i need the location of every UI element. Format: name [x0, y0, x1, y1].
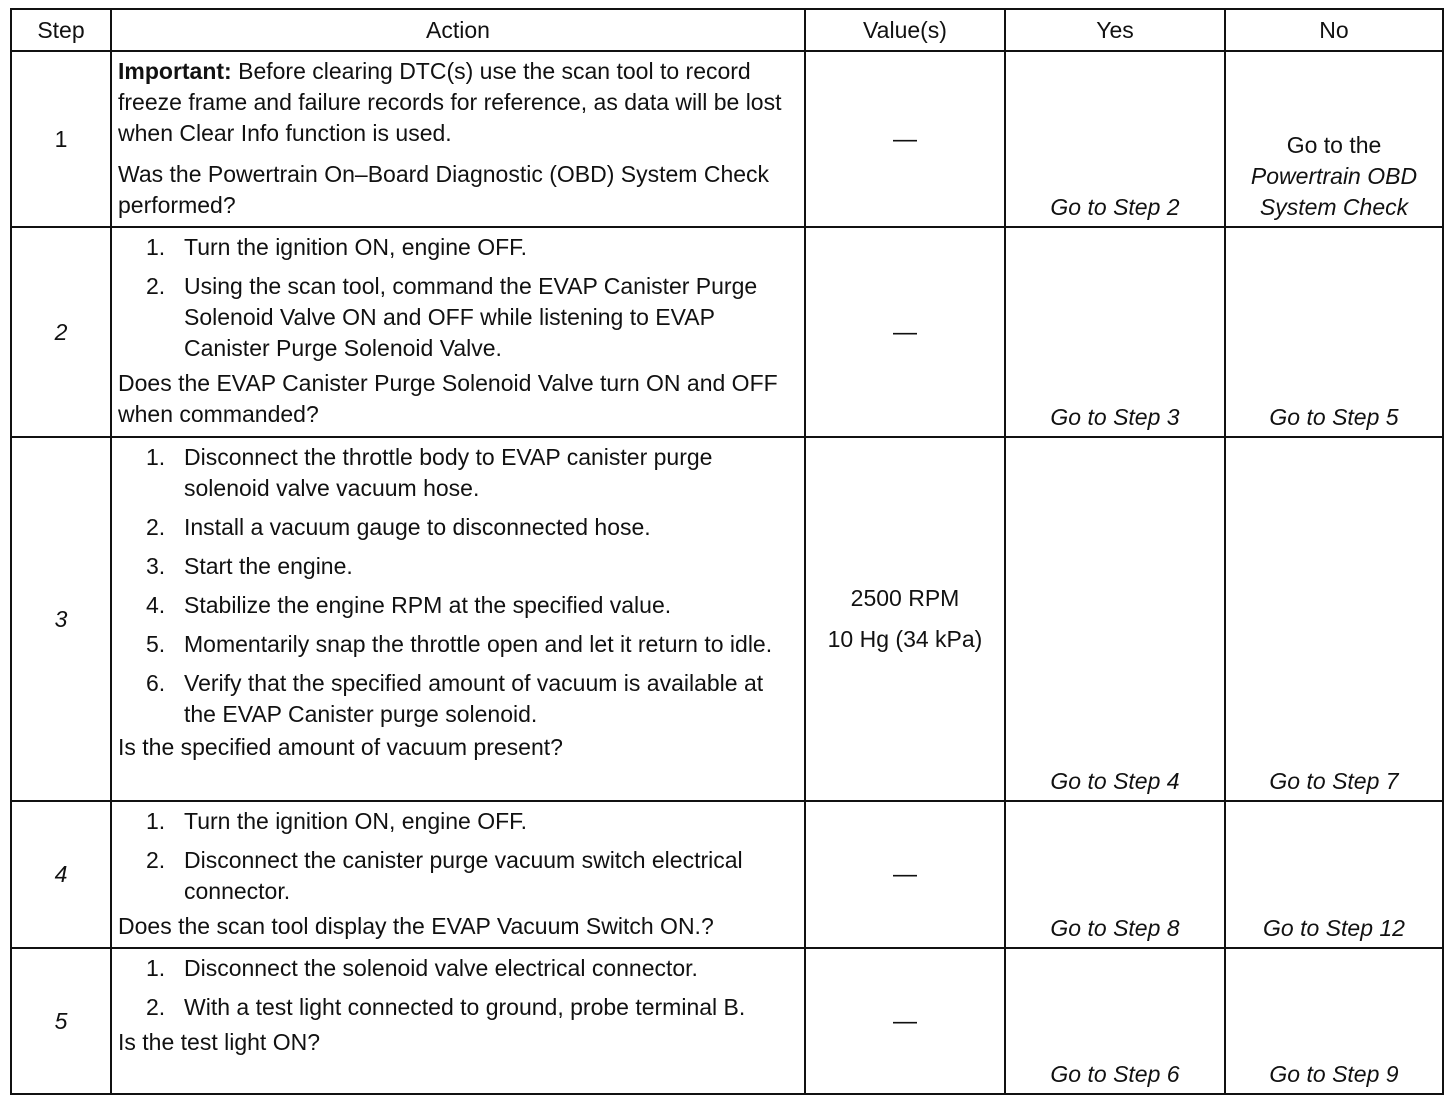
- item-number: 2.: [146, 847, 166, 873]
- action-cell: [111, 801, 805, 948]
- item-text: Verify that the specified amount of vacuum is available at the EVAP Canister purge solenoid.: [184, 670, 764, 727]
- diagnostic-table: [10, 8, 1444, 1095]
- header-step: Step: [11, 9, 111, 51]
- question-text: Does the EVAP Canister Purge Solenoid Valve turn ON and OFF when commanded?: [118, 370, 778, 427]
- action-cell: [111, 437, 805, 801]
- question-text: Does the scan tool display the EVAP Vacuum Switch ON.?: [118, 913, 714, 939]
- yes-goto-link[interactable]: Go to Step 3: [1050, 404, 1180, 430]
- step-number: 4: [11, 801, 111, 948]
- item-number: 1.: [146, 808, 166, 834]
- item-number: 2.: [146, 994, 166, 1020]
- header-values: Value(s): [805, 9, 1005, 51]
- table-row: [11, 948, 1443, 1094]
- item-text: Turn the ignition ON, engine OFF.: [184, 234, 528, 260]
- important-text: Before clearing DTC(s) use the scan tool to record freeze frame and failure records for reference, as data will be lost when Clear Info function is used.: [118, 58, 782, 146]
- item-text: Disconnect the throttle body to EVAP canister purge solenoid valve vacuum hose.: [184, 444, 713, 501]
- action-steps-list: [118, 442, 798, 730]
- step-number: 1: [11, 51, 111, 227]
- no-goto-link[interactable]: Powertrain OBD System Check: [1250, 163, 1418, 220]
- no-goto-prefix: Go to the: [1286, 132, 1382, 158]
- yes-cell: [1005, 227, 1225, 437]
- value-cell: [805, 437, 1005, 801]
- item-text: Using the scan tool, command the EVAP Canister Purge Solenoid Valve ON and OFF while listening to EVAP Canister Purge Solenoid Valve.: [184, 273, 758, 361]
- list-item: [118, 551, 798, 582]
- list-item: [118, 512, 798, 543]
- yes-cell: [1005, 948, 1225, 1094]
- item-text: Disconnect the solenoid valve electrical connector.: [184, 955, 698, 981]
- action-steps-list: [118, 232, 798, 364]
- action-steps-list: [118, 806, 798, 907]
- value-cell: [805, 948, 1005, 1094]
- no-cell: [1225, 227, 1443, 437]
- no-cell: [1225, 948, 1443, 1094]
- question-text: Is the specified amount of vacuum present?: [118, 734, 563, 760]
- item-number: 2.: [146, 273, 166, 299]
- important-label: Important:: [118, 58, 232, 84]
- header-action: Action: [111, 9, 805, 51]
- item-number: 1.: [146, 444, 166, 470]
- value-cell: [805, 801, 1005, 948]
- item-number: 1.: [146, 955, 166, 981]
- yes-goto-link[interactable]: Go to Step 6: [1050, 1061, 1180, 1087]
- item-text: Start the engine.: [184, 553, 353, 579]
- list-item: [118, 442, 798, 504]
- no-goto-link[interactable]: Go to Step 12: [1263, 915, 1405, 941]
- table-row: [11, 51, 1443, 227]
- action-cell: [111, 51, 805, 227]
- item-number: 2.: [146, 514, 166, 540]
- action-steps-list: [118, 953, 798, 1023]
- no-cell: [1225, 801, 1443, 948]
- list-item: [118, 629, 798, 660]
- action-cell: [111, 227, 805, 437]
- value-cell: [805, 51, 1005, 227]
- item-number: 3.: [146, 553, 166, 579]
- list-item: [118, 992, 798, 1023]
- item-text: Disconnect the canister purge vacuum switch electrical connector.: [184, 847, 743, 904]
- item-number: 5.: [146, 631, 166, 657]
- list-item: [118, 668, 798, 730]
- item-text: Install a vacuum gauge to disconnected hose.: [184, 514, 651, 540]
- item-text: Stabilize the engine RPM at the specified value.: [184, 592, 672, 618]
- list-item: [118, 845, 798, 907]
- table-row: [11, 227, 1443, 437]
- item-text: Turn the ignition ON, engine OFF.: [184, 808, 528, 834]
- step-number: 5: [11, 948, 111, 1094]
- item-number: 1.: [146, 234, 166, 260]
- header-no: No: [1225, 9, 1443, 51]
- no-goto-link[interactable]: Go to Step 7: [1269, 768, 1399, 794]
- yes-cell: [1005, 51, 1225, 227]
- yes-cell: [1005, 801, 1225, 948]
- list-item: [118, 806, 798, 837]
- question-text: Is the test light ON?: [118, 1029, 320, 1055]
- item-text: With a test light connected to ground, probe terminal B.: [184, 994, 746, 1020]
- no-goto-link[interactable]: Go to Step 5: [1269, 404, 1399, 430]
- value-text: 10 Hg (34 kPa): [827, 626, 983, 652]
- no-goto-link[interactable]: Go to Step 9: [1269, 1061, 1399, 1087]
- table-row: [11, 801, 1443, 948]
- value-text: 2500 RPM: [850, 585, 960, 611]
- list-item: [118, 590, 798, 621]
- list-item: [118, 271, 798, 364]
- table-row: [11, 437, 1443, 801]
- yes-cell: [1005, 437, 1225, 801]
- yes-goto-link[interactable]: Go to Step 8: [1050, 915, 1180, 941]
- yes-goto-link[interactable]: Go to Step 2: [1050, 194, 1180, 220]
- question-text: Was the Powertrain On–Board Diagnostic (OBD) System Check performed?: [118, 161, 770, 218]
- step-number: 3: [11, 437, 111, 801]
- value-text: —: [893, 1007, 917, 1035]
- no-cell: [1225, 51, 1443, 227]
- value-text: —: [893, 318, 917, 346]
- value-text: —: [893, 861, 917, 888]
- no-cell: [1225, 437, 1443, 801]
- item-number: 6.: [146, 670, 166, 696]
- list-item: [118, 232, 798, 263]
- item-text: Momentarily snap the throttle open and let it return to idle.: [184, 631, 773, 657]
- header-row: [11, 9, 1443, 51]
- value-cell: [805, 227, 1005, 437]
- step-number: 2: [11, 227, 111, 437]
- action-cell: [111, 948, 805, 1094]
- yes-goto-link[interactable]: Go to Step 4: [1050, 768, 1180, 794]
- item-number: 4.: [146, 592, 166, 618]
- header-yes: Yes: [1005, 9, 1225, 51]
- list-item: [118, 953, 798, 984]
- value-text: —: [893, 125, 917, 153]
- important-note: [118, 56, 798, 149]
